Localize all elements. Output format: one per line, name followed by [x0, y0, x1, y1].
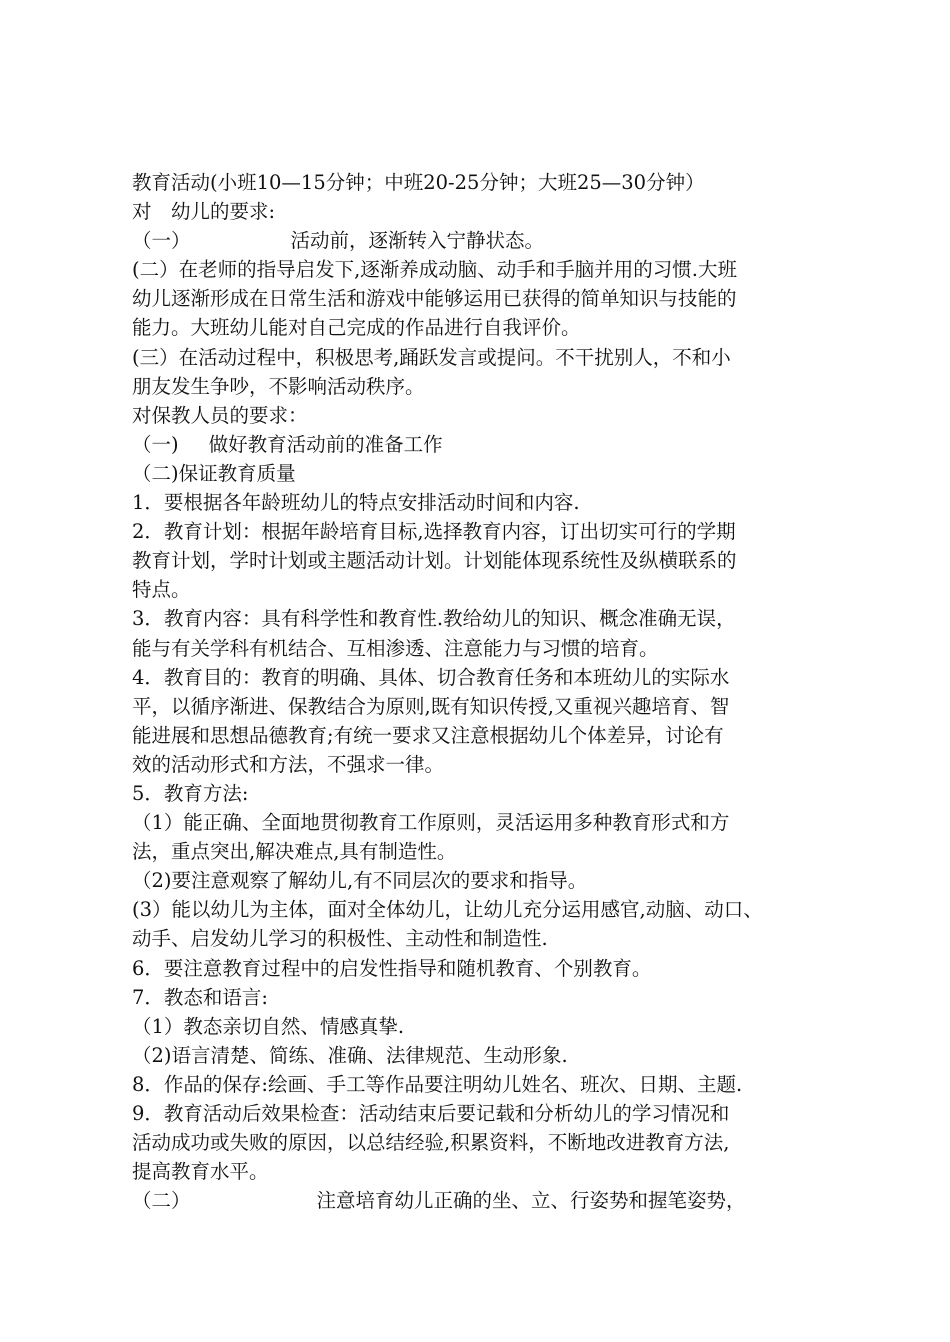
text-line: 6．要注意教育过程中的启发性指导和随机教育、个别教育。	[132, 956, 652, 980]
document-body	[132, 168, 832, 1215]
text-line: 9．教育活动后效果检查：活动结束后要记载和分析幼儿的学习情况和	[132, 1102, 730, 1125]
text-line	[132, 226, 832, 255]
text-line: 动手、启发幼儿学习的积极性、主动性和制造性.	[132, 927, 548, 951]
text-line: （2)语言清楚、简练、准确、法律规范、生动形象.	[132, 1043, 568, 1067]
section-text: 活动前，逐渐转入宁静状态。	[290, 229, 545, 253]
text-line: 平，以循序渐进、保教结合为原则,既有知识传授,又重视兴趣培育、智	[132, 694, 730, 718]
text-line: 教育活动(小班10—15分钟；中班20-25分钟；大班25—30分钟）	[132, 171, 705, 194]
text-line: (二）在老师的指导启发下,逐渐养成动脑、动手和手脑并用的习惯.大班	[132, 258, 738, 282]
text-line: 幼儿逐渐形成在日常生活和游戏中能够运用已获得的简单知识与技能的	[132, 287, 737, 311]
section-text: 做好教育活动前的准备工作	[208, 432, 443, 456]
text-line: 2．教育计划：根据年龄培育目标,选择教育内容，订出切实可行的学期	[132, 520, 736, 544]
text-line: 效的活动形式和方法，不强求一律。	[132, 752, 445, 776]
text-line: 提高教育水平。	[132, 1160, 269, 1184]
text-line: 1．要根据各年龄班幼儿的特点安排活动时间和内容.	[132, 491, 580, 515]
text-line: （2)要注意观察了解幼儿,有不同层次的要求和指导。	[132, 869, 588, 893]
text-line: （二)保证教育质量	[132, 461, 296, 485]
text-line: 能进展和思想品德教育;有统一要求又注意根据幼儿个体差异，讨论有	[132, 723, 724, 747]
text-line: 能力。大班幼儿能对自己完成的作品进行自我评价。	[132, 316, 581, 340]
text-line	[132, 430, 832, 459]
text-line: 5．教育方法:	[132, 781, 249, 805]
text-line: （1）能正确、全面地贯彻教育工作原则，灵活运用多种教育形式和方	[132, 811, 730, 835]
text-line: 朋友发生争吵，不影响活动秩序。	[132, 374, 425, 398]
text-line: 对 幼儿的要求:	[132, 200, 276, 224]
text-line: 对保教人员的要求：	[132, 403, 308, 427]
text-line: 能与有关学科有机结合、互相渗透、注意能力与习惯的培育。	[132, 636, 659, 660]
text-line: （1）教态亲切自然、情感真挚.	[132, 1014, 405, 1038]
text-line: (3）能以幼儿为主体，面对全体幼儿，让幼儿充分运用感官,动脑、动口、	[132, 898, 763, 922]
text-line	[132, 1186, 832, 1215]
text-line: 教育计划，学时计划或主题活动计划。计划能体现系统性及纵横联系的	[132, 549, 737, 573]
text-line: 特点。	[132, 578, 191, 602]
section-text: 注意培育幼儿正确的坐、立、行姿势和握笔姿势，	[316, 1189, 746, 1213]
text-line: 活动成功或失败的原因，以总结经验,积累资料，不断地改进教育方法,	[132, 1131, 730, 1155]
text-line: 8．作品的保存:绘画、手工等作品要注明幼儿姓名、班次、日期、主题.	[132, 1072, 743, 1096]
section-number: （二）	[132, 1189, 191, 1213]
text-line: (三）在活动过程中，积极思考,踊跃发言或提问。不干扰别人，不和小	[132, 345, 731, 369]
text-line: 法，重点突出,解决难点,具有制造性。	[132, 840, 457, 864]
section-number: （一)	[132, 432, 179, 456]
text-line: 4．教育目的：教育的明确、具体、切合教育任务和本班幼儿的实际水	[132, 665, 730, 689]
text-line: 7．教态和语言:	[132, 985, 268, 1009]
text-line: 3．教育内容：具有科学性和教育性.教给幼儿的知识、概念准确无误，	[132, 607, 736, 631]
section-number: （一）	[132, 229, 191, 253]
